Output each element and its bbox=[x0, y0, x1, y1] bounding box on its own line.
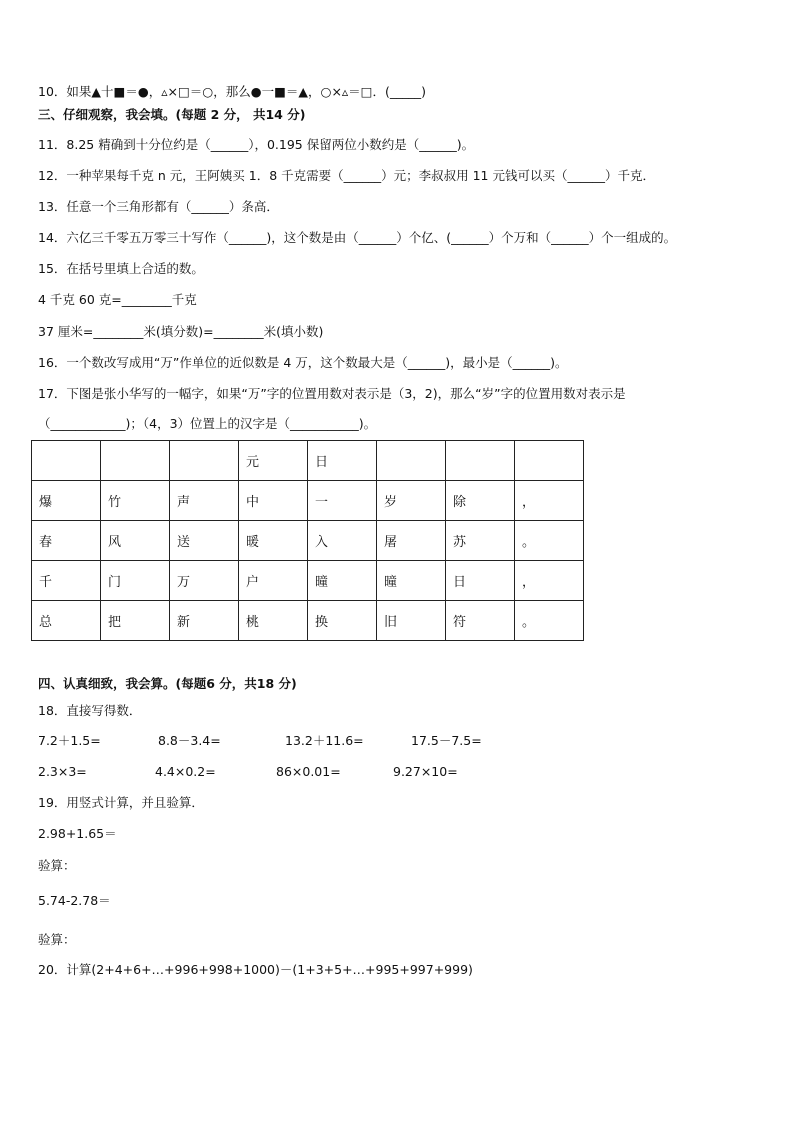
grid-cell bbox=[101, 441, 170, 481]
grid-cell bbox=[377, 441, 446, 481]
grid-cell: 换 bbox=[308, 601, 377, 641]
grid-row bbox=[32, 481, 584, 521]
grid-cell: 新 bbox=[170, 601, 239, 641]
q17-text-line1: 17．下图是张小华写的一幅字，如果“万”字的位置用数对表示是（3，2)，那么“岁”字的位置用数对表示是 bbox=[38, 386, 626, 401]
section-4-heading: 四、认真细致，我会算。(每题6 分，共18 分) bbox=[38, 676, 297, 691]
grid-cell: 总 bbox=[32, 601, 101, 641]
calc-item: 4.4×0.2= bbox=[155, 764, 216, 779]
section-3-heading: 三、仔细观察，我会填。(每题 2 分， 共14 分) bbox=[38, 107, 306, 122]
check-label-1: 验算： bbox=[38, 858, 76, 873]
q10-text: 10．如果▲十■＝●，▵×□＝○，那么●一■＝▲，○×▵＝□．(_____) bbox=[38, 84, 427, 99]
grid-cell: 春 bbox=[32, 521, 101, 561]
grid-cell bbox=[515, 441, 584, 481]
grid-cell: 旧 bbox=[377, 601, 446, 641]
grid-cell: 千 bbox=[32, 561, 101, 601]
calc-item: 86×0.01= bbox=[276, 764, 341, 779]
grid-cell: 送 bbox=[170, 521, 239, 561]
q19-part-b: 5.74-2.78＝ bbox=[38, 893, 111, 908]
calc-item: 13.2＋11.6= bbox=[285, 733, 364, 748]
grid-cell: 爆 bbox=[32, 481, 101, 521]
grid-row bbox=[32, 561, 584, 601]
grid-row bbox=[32, 441, 584, 481]
calc-item: 17.5－7.5= bbox=[411, 733, 482, 748]
grid-cell: 竹 bbox=[101, 481, 170, 521]
q15-part-b: 37 厘米=________米(填分数)=________米(填小数) bbox=[38, 324, 324, 339]
grid-cell: 桃 bbox=[239, 601, 308, 641]
grid-cell: 声 bbox=[170, 481, 239, 521]
q14-text: 14．六亿三千零五万零三十写作（______)，这个数是由（______）个亿、(______）个万和（______）个一组成的。 bbox=[38, 230, 677, 245]
grid-cell: 符 bbox=[446, 601, 515, 641]
grid-cell: 苏 bbox=[446, 521, 515, 561]
q16-text: 16．一个数改写成用“万”作单位的近似数是 4 万，这个数最大是（______)，最小是（______)。 bbox=[38, 355, 568, 370]
q15-text: 15．在括号里填上合适的数。 bbox=[38, 261, 204, 276]
grid-cell: 。 bbox=[515, 521, 584, 561]
grid-cell: 日 bbox=[308, 441, 377, 481]
grid-cell bbox=[32, 441, 101, 481]
q19-text: 19．用竖式计算，并且验算． bbox=[38, 795, 204, 810]
grid-cell: 屠 bbox=[377, 521, 446, 561]
grid-cell: ， bbox=[515, 561, 584, 601]
grid-cell: 把 bbox=[101, 601, 170, 641]
poem-grid bbox=[31, 440, 584, 641]
grid-cell bbox=[170, 441, 239, 481]
grid-cell: ， bbox=[515, 481, 584, 521]
grid-cell: 暖 bbox=[239, 521, 308, 561]
grid-row bbox=[32, 601, 584, 641]
q15-part-a: 4 千克 60 克=________千克 bbox=[38, 292, 197, 307]
grid-cell: 门 bbox=[101, 561, 170, 601]
grid-cell: 户 bbox=[239, 561, 308, 601]
q13-text: 13．任意一个三角形都有（______）条高． bbox=[38, 199, 279, 214]
grid-cell: 一 bbox=[308, 481, 377, 521]
grid-cell: 。 bbox=[515, 601, 584, 641]
calc-item: 9.27×10= bbox=[393, 764, 458, 779]
q17-text-line2: （____________)；（4，3）位置上的汉字是（___________)。 bbox=[38, 416, 377, 431]
grid-cell: 除 bbox=[446, 481, 515, 521]
q19-part-a: 2.98+1.65＝ bbox=[38, 826, 117, 841]
grid-cell: 元 bbox=[239, 441, 308, 481]
grid-row bbox=[32, 521, 584, 561]
grid-cell: 万 bbox=[170, 561, 239, 601]
grid-cell bbox=[446, 441, 515, 481]
grid-cell: 入 bbox=[308, 521, 377, 561]
grid-cell: 曈 bbox=[377, 561, 446, 601]
grid-cell: 中 bbox=[239, 481, 308, 521]
calc-item: 2.3×3= bbox=[38, 764, 87, 779]
q18-text: 18．直接写得数． bbox=[38, 703, 142, 718]
q20-text: 20．计算(2+4+6+…+996+998+1000)－(1+3+5+…+995+997+999) bbox=[38, 962, 473, 977]
grid-cell: 曈 bbox=[308, 561, 377, 601]
q12-text: 12．一种苹果每千克 n 元，王阿姨买 1．8 千克需要（______）元；李叔叔用 11 元钱可以买（______）千克． bbox=[38, 168, 655, 183]
calc-item: 7.2＋1.5= bbox=[38, 733, 101, 748]
grid-cell: 日 bbox=[446, 561, 515, 601]
grid-cell: 岁 bbox=[377, 481, 446, 521]
grid-cell: 风 bbox=[101, 521, 170, 561]
check-label-2: 验算： bbox=[38, 932, 76, 947]
q11-text: 11．8.25 精确到十分位约是（______），0.195 保留两位小数约是（______)。 bbox=[38, 137, 475, 152]
calc-item: 8.8－3.4= bbox=[158, 733, 221, 748]
